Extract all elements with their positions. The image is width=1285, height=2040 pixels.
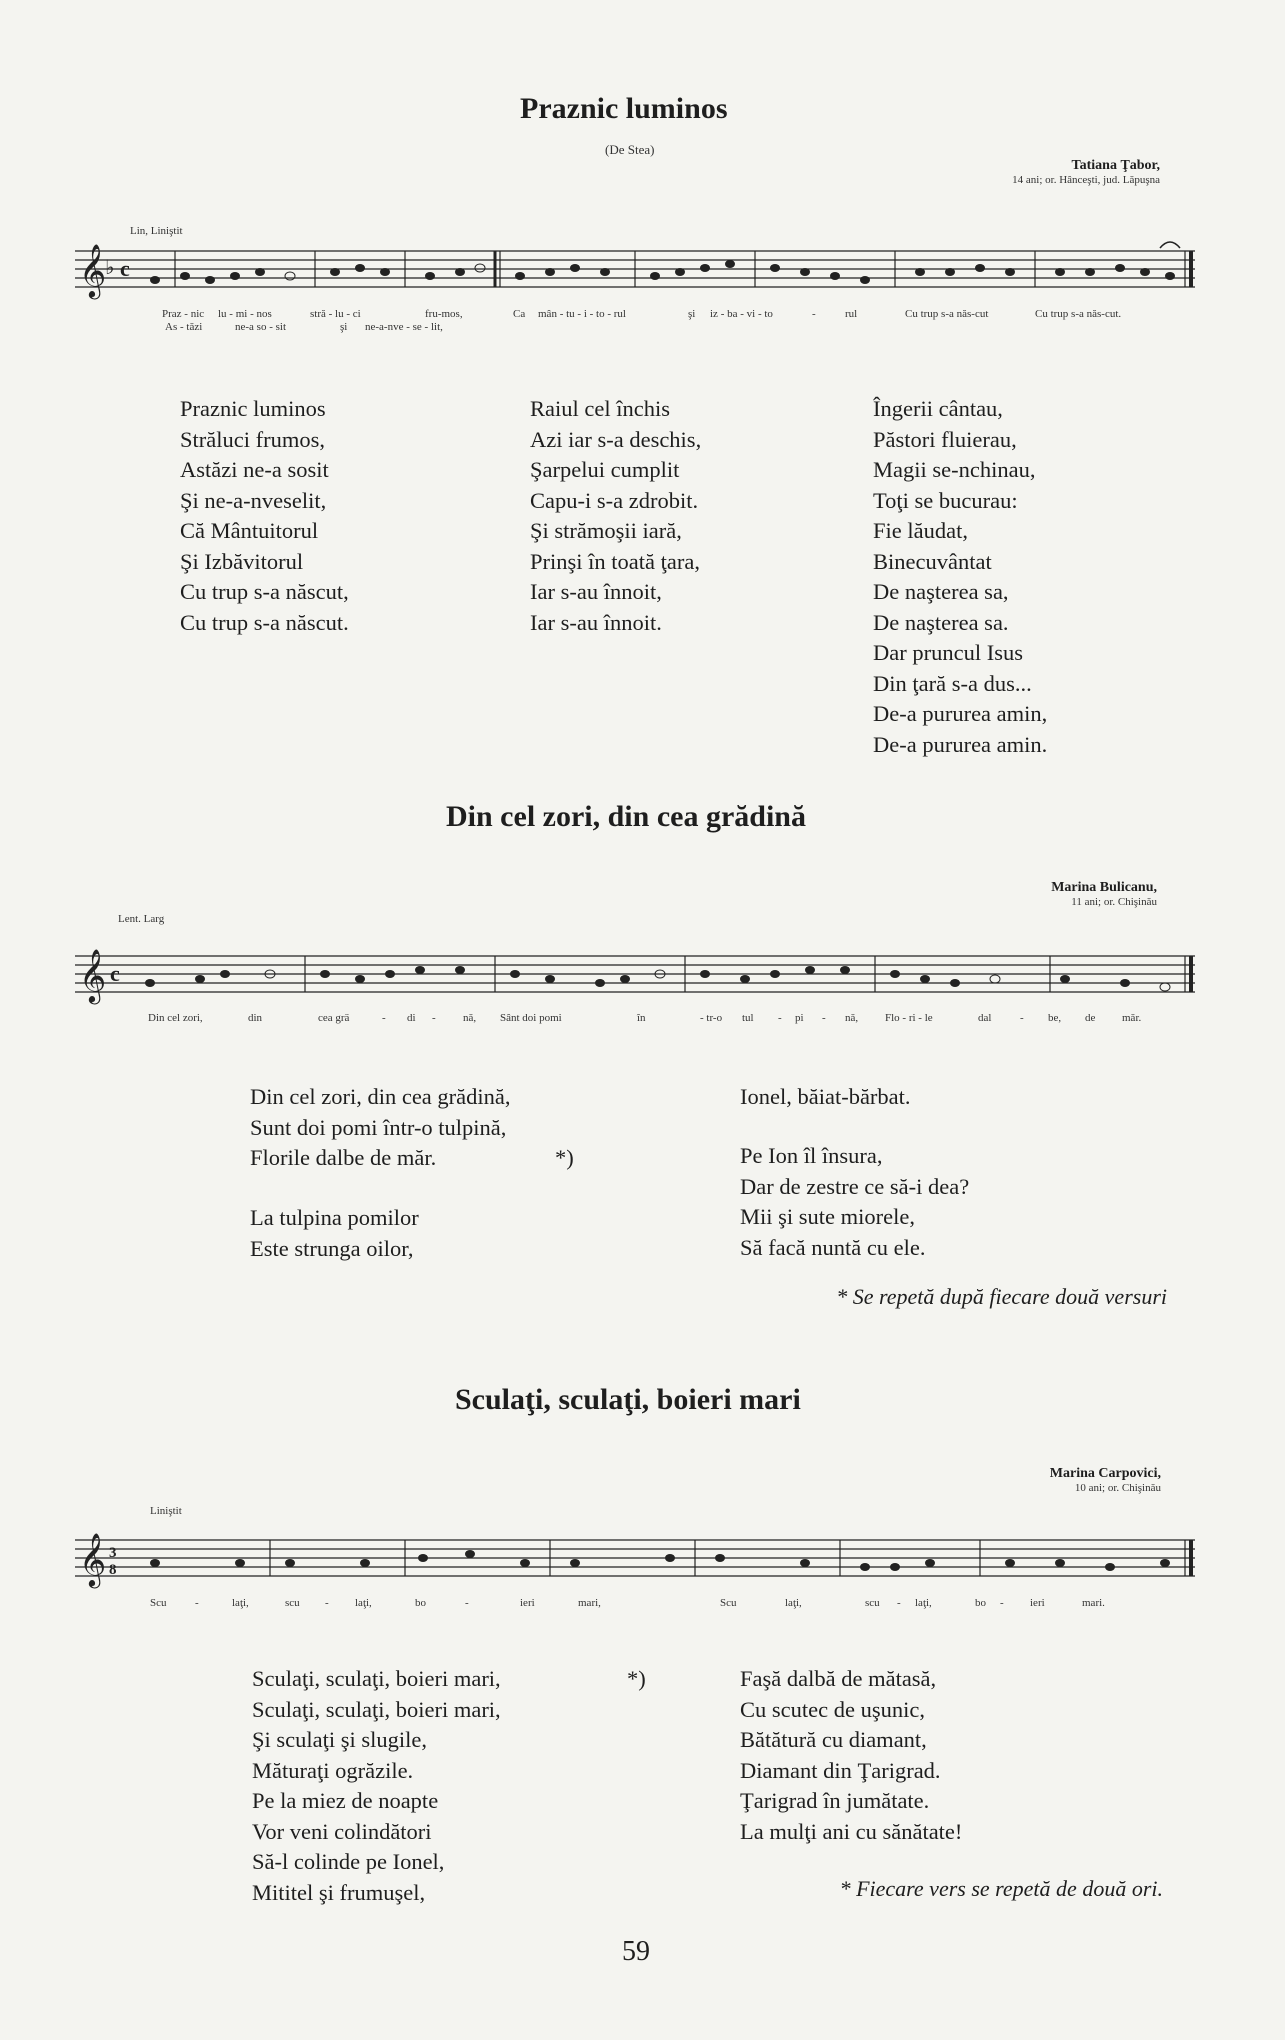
song1-verse-col3 xyxy=(873,394,1047,760)
lyric-syllable: stră - lu - ci xyxy=(310,308,361,320)
song1-verse-col1 xyxy=(180,394,349,638)
song3-title: Sculaţi, sculaţi, boieri mari xyxy=(455,1383,801,1416)
song3-verse-col1 xyxy=(252,1664,501,1908)
song1-lyrics xyxy=(0,308,1285,338)
verse-line: Mii şi sute miorele, xyxy=(740,1204,915,1229)
lyric-syllable: - xyxy=(432,1012,436,1024)
song2-staff xyxy=(75,946,1205,1012)
verse-line: Ţarigrad în jumătate. xyxy=(740,1788,930,1813)
treble-clef-icon: 𝄞 xyxy=(79,1532,107,1586)
lyric-syllable: măr. xyxy=(1122,1012,1142,1024)
lyric-syllable: ne-a-nve - se - lit, xyxy=(365,321,443,333)
song2-verse-col2b xyxy=(740,1141,969,1263)
lyric-syllable: Cu trup s-a năs-cut. xyxy=(1035,308,1122,320)
song3-footnote: * Fiecare vers se repetă de două ori. xyxy=(839,1876,1163,1901)
svg-text:c: c xyxy=(110,961,120,986)
lyric-syllable: nă, xyxy=(845,1012,859,1024)
lyric-syllable: mân - tu - i - to - rul xyxy=(538,308,626,320)
verse-line: Şarpelui cumplit xyxy=(530,457,680,482)
lyric-syllable: scu xyxy=(285,1597,300,1609)
verse-line: Şi strămoşii iară, xyxy=(530,518,682,543)
lyric-syllable: cea grä xyxy=(318,1012,350,1024)
lyric-syllable: şi xyxy=(340,321,348,333)
song3-repeat-marker: *) xyxy=(627,1666,646,1691)
verse-line: Sculaţi, sculaţi, boieri mari, xyxy=(252,1666,501,1691)
lyric-syllable: laţi, xyxy=(785,1597,802,1609)
verse-line: Străluci frumos, xyxy=(180,426,325,452)
verse-line: Pe la miez de noapte xyxy=(252,1788,439,1813)
verse-line: Toţi se bucurau: xyxy=(873,487,1018,513)
verse-line: Diamant din Ţarigrad. xyxy=(740,1757,941,1783)
lyric-syllable: - tr-o xyxy=(700,1012,723,1024)
verse-line: Ionel, băiat-bărbat. xyxy=(740,1084,911,1109)
verse-line: Cu scutec de uşunic, xyxy=(740,1696,925,1722)
lyric-syllable: pi xyxy=(795,1012,804,1024)
lyric-syllable: Sânt doi pomi xyxy=(500,1012,562,1024)
verse-line: Să facă nuntă cu ele. xyxy=(740,1234,926,1260)
lyric-syllable: fru-mos, xyxy=(425,308,463,320)
verse-line: La tulpina pomilor xyxy=(250,1205,419,1230)
verse-line: La mulţi ani cu sănătate! xyxy=(740,1818,963,1844)
song1-tempo: Lin, Liniştit xyxy=(130,225,183,237)
song2-footnote: * Se repetă după fiecare două versuri xyxy=(836,1284,1167,1309)
lyric-syllable: rul xyxy=(845,308,858,320)
svg-text:8: 8 xyxy=(109,1562,117,1578)
verse-line: Cu trup s-a născut. xyxy=(180,609,349,635)
verse-line: Sculaţi, sculaţi, boieri mari, xyxy=(252,1696,501,1722)
verse-line: Capu-i s-a zdrobit. xyxy=(530,487,699,513)
treble-clef-icon: 𝄞 xyxy=(79,948,107,1002)
verse-line: De-a pururea amin, xyxy=(873,701,1048,726)
lyric-syllable: ne-a so - sit xyxy=(235,321,287,333)
lyric-syllable: dal xyxy=(978,1012,992,1024)
verse-line: Sunt doi pomi într-o tulpină, xyxy=(250,1114,507,1140)
lyric-syllable: - xyxy=(465,1597,469,1609)
lyric-syllable: ieri xyxy=(520,1597,535,1609)
lyric-syllable: - xyxy=(1020,1012,1024,1024)
svg-text:c: c xyxy=(120,256,130,281)
lyric-syllable: - xyxy=(822,1012,826,1024)
lyric-syllable: - xyxy=(778,1012,782,1024)
song2-verse-col1b xyxy=(250,1203,419,1264)
lyric-syllable: - xyxy=(382,1012,386,1024)
lyric-syllable: mari. xyxy=(1082,1597,1105,1609)
verse-line: Mititel şi frumuşel, xyxy=(252,1879,426,1905)
lyric-syllable: din xyxy=(248,1012,263,1024)
song2-author-name: Marina Bulicanu, xyxy=(1051,880,1157,895)
verse-line: De naşterea sa. xyxy=(873,609,1009,635)
song2-repeat-marker: *) xyxy=(555,1145,574,1170)
lyric-syllable: - xyxy=(1000,1597,1004,1609)
lyric-syllable: laţi, xyxy=(232,1597,249,1609)
lyric-syllable: di xyxy=(407,1012,416,1024)
lyric-syllable: laţi, xyxy=(915,1597,932,1609)
lyric-syllable: Cu trup s-a năs-cut xyxy=(905,308,989,320)
verse-line: Dar de zestre ce să-i dea? xyxy=(740,1173,970,1199)
verse-line: Iar s-au înnoit. xyxy=(530,609,662,635)
lyric-syllable: be, xyxy=(1048,1012,1062,1024)
page-number: 59 xyxy=(622,1936,650,1967)
lyric-syllable: bo xyxy=(415,1597,426,1609)
lyric-syllable: laţi, xyxy=(355,1597,372,1609)
verse-line: Prinşi în toată ţara, xyxy=(530,548,700,574)
lyric-syllable: nă, xyxy=(463,1012,477,1024)
verse-line: De-a pururea amin. xyxy=(873,731,1048,757)
verse-line: Binecuvântat xyxy=(873,548,992,574)
verse-line: Cu trup s-a născut, xyxy=(180,579,349,604)
verse-line: De naşterea sa, xyxy=(873,579,1009,604)
verse-line: Să-l colinde pe Ionel, xyxy=(252,1849,445,1874)
song2-lyrics xyxy=(0,1012,1285,1030)
song1-author-name: Tatiana Ţabor, xyxy=(1071,158,1160,173)
song1-verse-col2 xyxy=(530,394,701,638)
verse-line: Astăzi ne-a sosit xyxy=(180,457,329,482)
lyric-syllable: Flo - ri - le xyxy=(885,1012,933,1024)
verse-line: Vor veni colindători xyxy=(252,1818,432,1844)
verse-line: Iar s-au înnoit, xyxy=(530,579,662,604)
song3-author xyxy=(1050,1466,1161,1494)
verse-line: Florile dalbe de măr. xyxy=(250,1145,437,1170)
lyric-syllable: Din cel zori, xyxy=(148,1012,203,1024)
lyric-syllable: şi xyxy=(688,308,696,320)
lyric-syllable: mari, xyxy=(578,1597,601,1609)
verse-line: Raiul cel închis xyxy=(530,396,670,421)
song1-author xyxy=(1012,158,1160,186)
verse-line: Praznic luminos xyxy=(180,396,326,421)
lyric-syllable: - xyxy=(325,1597,329,1609)
song1-subtitle: (De Stea) xyxy=(605,142,655,157)
song3-lyrics xyxy=(0,1597,1285,1615)
svg-text:♭: ♭ xyxy=(105,257,115,279)
verse-line: Faşă dalbă de mătasă, xyxy=(740,1666,937,1691)
song1-notes xyxy=(150,260,1175,284)
lyric-syllable: ieri xyxy=(1030,1597,1045,1609)
treble-clef-icon: 𝄞 xyxy=(79,243,107,297)
lyric-syllable: - xyxy=(812,308,816,320)
song3-author-name: Marina Carpovici, xyxy=(1049,1466,1161,1481)
song3-tempo: Liniştit xyxy=(150,1505,182,1517)
song2-title: Din cel zori, din cea grădină xyxy=(446,800,806,833)
verse-line: Măturaţi ogrăzile. xyxy=(252,1757,414,1783)
song3-verse-col2 xyxy=(740,1664,962,1847)
verse-line: Pe Ion îl însura, xyxy=(740,1143,883,1168)
lyric-syllable: Scu xyxy=(150,1597,167,1609)
verse-line: Din ţară s-a dus... xyxy=(873,670,1032,696)
verse-line: Fie lăudat, xyxy=(873,518,968,543)
lyric-syllable: Scu xyxy=(720,1597,737,1609)
verse-line: Şi sculaţi şi slugile, xyxy=(252,1727,428,1752)
lyric-syllable: iz - ba - vi - to xyxy=(710,308,773,320)
song2-tempo: Lent. Larg xyxy=(118,913,165,925)
song1-staff xyxy=(75,236,1205,302)
song2-notes xyxy=(145,966,1170,991)
verse-line: Bătătură cu diamant, xyxy=(740,1727,927,1752)
verse-line: Şi ne-a-nveselit, xyxy=(180,487,327,513)
verse-line: Dar pruncul Isus xyxy=(873,640,1023,665)
lyric-syllable: de xyxy=(1085,1012,1096,1024)
verse-line: Este strunga oilor, xyxy=(250,1235,414,1261)
lyric-syllable: în xyxy=(637,1012,646,1024)
song2-author xyxy=(1051,880,1157,908)
song2-verse-col2a xyxy=(740,1082,911,1113)
verse-line: Şi Izbăvitorul xyxy=(180,548,304,574)
song1-author-meta: 14 ani; or. Hânceşti, jud. Lăpuşna xyxy=(1012,174,1160,186)
song2-author-meta: 11 ani; or. Chişinău xyxy=(1071,896,1157,908)
verse-line: Magii se-nchinau, xyxy=(873,457,1036,482)
svg-text:3: 3 xyxy=(109,1545,117,1561)
song1-title: Praznic luminos xyxy=(520,92,728,125)
verse-line: Că Mântuitorul xyxy=(180,518,319,543)
lyric-syllable: - xyxy=(897,1597,901,1609)
song3-author-meta: 10 ani; or. Chişinău xyxy=(1074,1482,1161,1494)
verse-line: Din cel zori, din cea grădină, xyxy=(250,1084,511,1109)
lyric-syllable: Praz - nic xyxy=(162,308,205,320)
song3-notes xyxy=(150,1550,1170,1571)
lyric-syllable: Ca xyxy=(513,308,526,320)
lyric-syllable: lu - mi - nos xyxy=(218,308,272,320)
lyric-syllable: - xyxy=(195,1597,199,1609)
verse-line: Păstori fluierau, xyxy=(873,426,1017,452)
verse-line: Azi iar s-a deschis, xyxy=(530,426,702,452)
song2-verse-col1a xyxy=(250,1082,511,1174)
lyric-syllable: bo xyxy=(975,1597,986,1609)
song3-staff xyxy=(75,1528,1205,1594)
lyric-syllable: As - tăzi xyxy=(165,321,203,333)
lyric-syllable: scu xyxy=(865,1597,880,1609)
lyric-syllable: tul xyxy=(742,1012,754,1024)
verse-line: Îngerii cântau, xyxy=(873,396,1003,421)
